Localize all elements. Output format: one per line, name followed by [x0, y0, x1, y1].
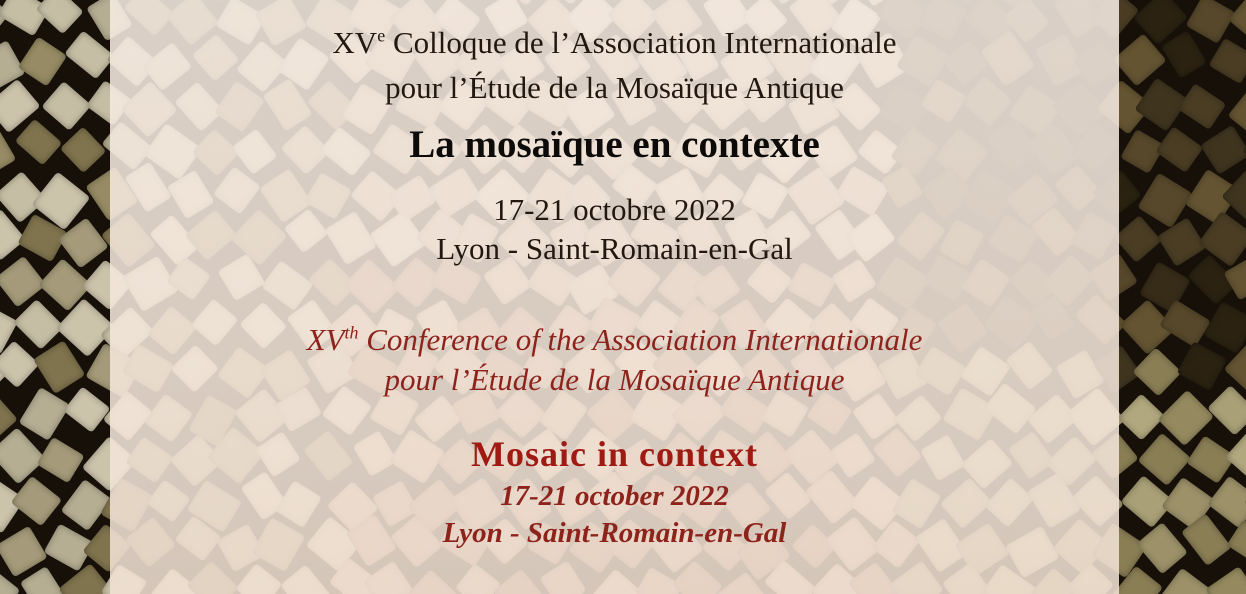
english-ordinal-base: XV [306, 322, 345, 357]
tessera [1207, 385, 1246, 436]
english-location: Lyon - Saint-Romain-en-Gal [442, 517, 787, 549]
english-ordinal-suffix: th [344, 322, 359, 343]
tessera [1136, 522, 1188, 574]
french-location: Lyon - Saint-Romain-en-Gal [436, 231, 793, 266]
french-event-details [110, 190, 1119, 268]
tessera [1200, 125, 1246, 175]
tessera [1203, 301, 1246, 354]
tessera [1133, 347, 1183, 397]
tessera [60, 127, 107, 174]
english-event-details [110, 478, 1119, 552]
tessera [1178, 83, 1227, 130]
poster-content [110, 0, 1119, 594]
french-dates: 17-21 octobre 2022 [493, 192, 736, 227]
tessera [1115, 215, 1162, 262]
tessera [1205, 566, 1246, 594]
tessera [19, 387, 71, 441]
french-title: La mosaïque en contexte [409, 123, 820, 166]
french-ordinal-base: XV [332, 25, 378, 60]
tessera [1228, 0, 1246, 46]
french-ordinal-suffix: e [377, 25, 386, 46]
tessera [41, 81, 91, 131]
tessera [15, 119, 63, 166]
tessera [1156, 126, 1204, 172]
tessera [1208, 38, 1246, 84]
tessera [1225, 428, 1246, 483]
english-org-line-2: pour l’Étude de la Mosaïque Antique [384, 362, 845, 397]
tessera [1185, 0, 1235, 44]
tessera [17, 36, 66, 86]
tessera [0, 129, 17, 178]
english-dates: 17-21 october 2022 [500, 480, 729, 512]
tessera [1243, 123, 1246, 174]
tessera [0, 340, 40, 388]
tessera [63, 386, 110, 432]
tessera [1118, 394, 1165, 441]
french-org-line-1-text: Colloque de l’Association Internationale [385, 25, 897, 60]
tessera [1161, 30, 1207, 79]
french-org-line-2: pour l’Étude de la Mosaïque Antique [385, 70, 844, 105]
tessera [0, 427, 46, 485]
french-organization-lines [110, 20, 1119, 110]
english-title: Mosaic in context [471, 434, 758, 474]
tessera [1177, 341, 1227, 390]
english-organization-lines [110, 320, 1119, 400]
french-org-line-1 [110, 20, 1119, 65]
tessera [36, 437, 84, 484]
english-org-line-1-text: Conference of the Association Internationale [358, 322, 923, 357]
tessera [1207, 475, 1246, 528]
english-org-line-1 [110, 320, 1119, 360]
